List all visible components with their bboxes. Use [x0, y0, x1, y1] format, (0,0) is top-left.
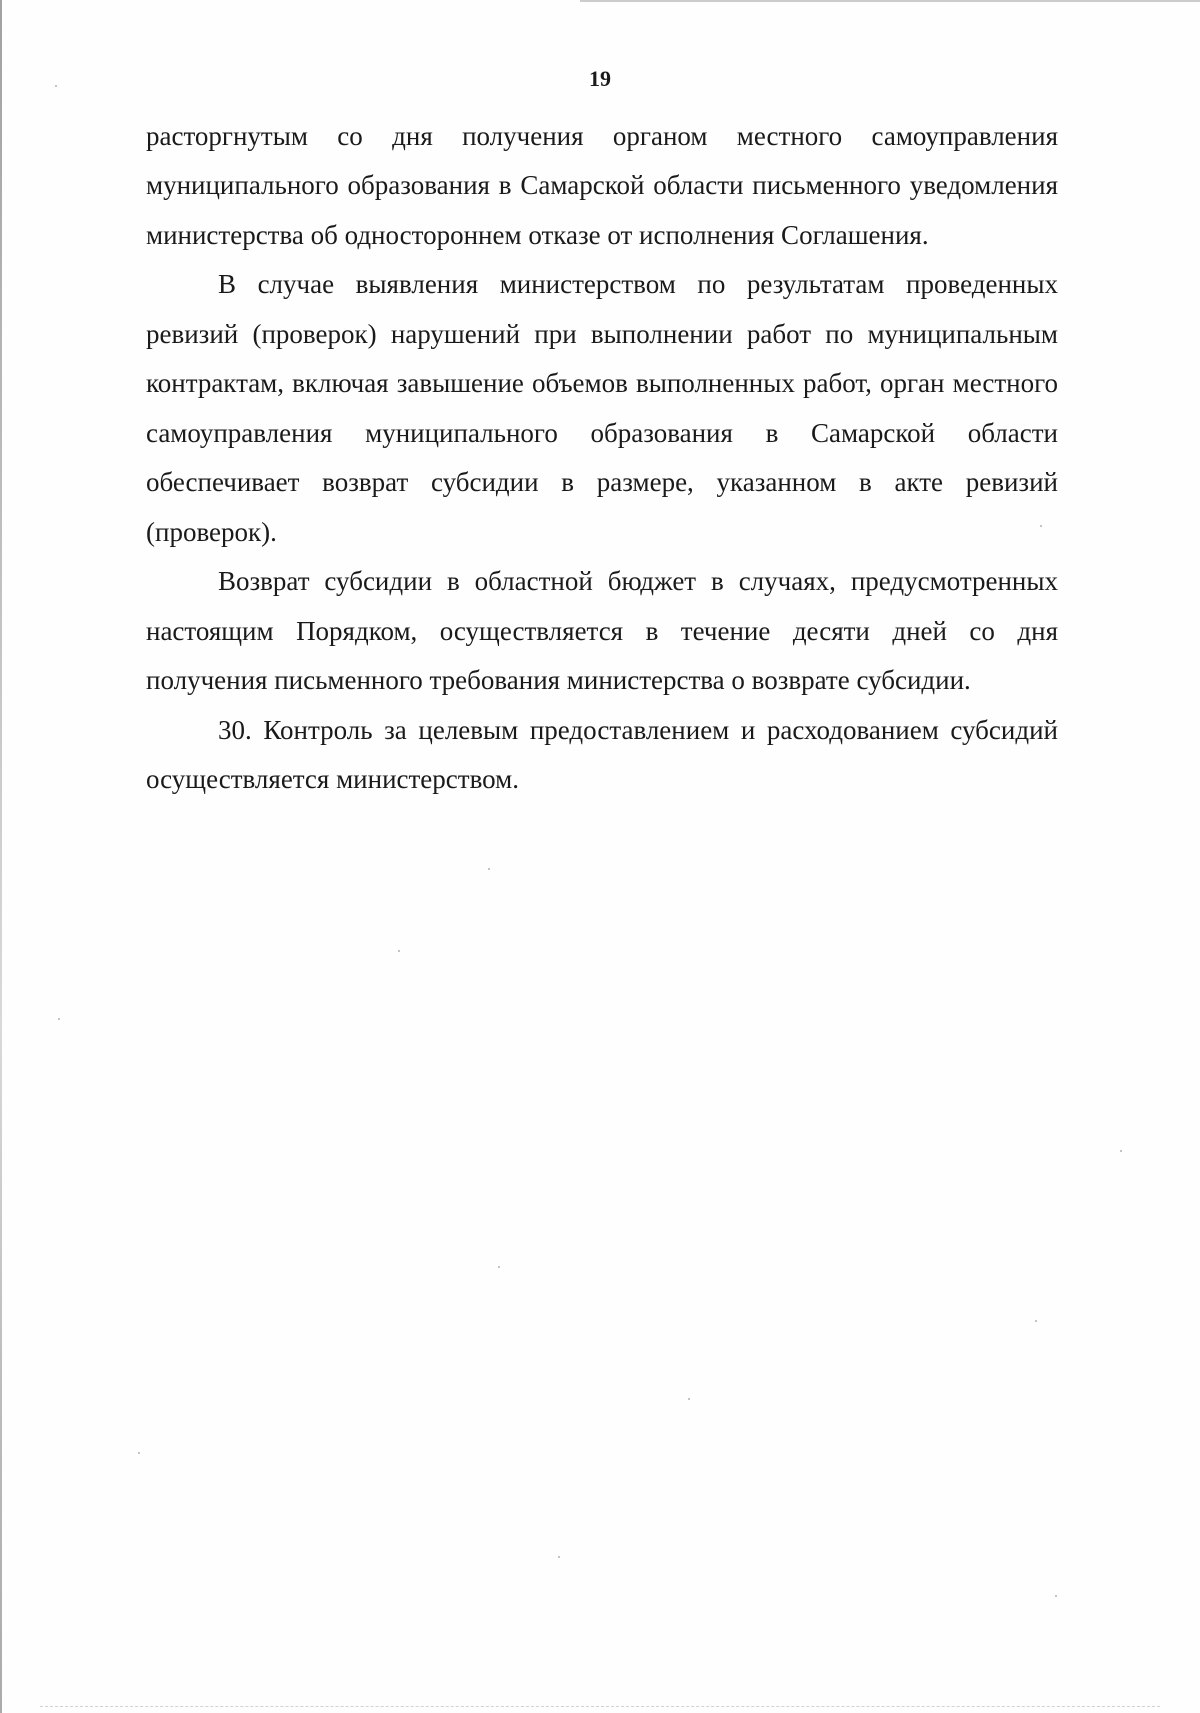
scan-speck: [138, 1452, 140, 1454]
scan-speck: [1055, 1595, 1057, 1597]
scan-speck: [688, 1398, 690, 1400]
scan-bottom-edge: [40, 1705, 1160, 1707]
paragraph: расторгнутым со дня получения органом местного самоуправления муниципального образования в Самарской области письменного уведомления министерства об одностороннем отказе от исполнения Соглашения.: [146, 120, 1058, 250]
scan-speck: [488, 868, 490, 870]
scan-speck: [1120, 1150, 1122, 1152]
page-number: 19: [589, 66, 611, 91]
scan-top-edge: [580, 0, 1200, 2]
scan-speck: [498, 1266, 500, 1268]
document-body: [146, 112, 1058, 805]
scan-speck: [398, 950, 400, 952]
paragraph: 30. Контроль за целевым предоставлением и расходованием субсидий осуществляется министерством.: [146, 714, 1058, 794]
scan-left-edge: [0, 0, 2, 1713]
scan-speck: [558, 1556, 560, 1558]
scan-speck: [1035, 1320, 1037, 1322]
scan-speck: [58, 1018, 60, 1020]
paragraph: Возврат субсидии в областной бюджет в случаях, предусмотренных настоящим Порядком, осуществляется в течение десяти дней со дня получения письменного требования министерства о возврате субсидии.: [146, 566, 1058, 695]
paragraph: В случае выявления министерством по результатам проведенных ревизий (проверок) нарушений при выполнении работ по муниципальным контрактам, включая завышение объемов выполненных работ, орган местного самоуправления муниципального образования в Самарской области обеспечивает возврат субсидии в размере, указанном в акте ревизий (проверок).: [146, 269, 1058, 547]
